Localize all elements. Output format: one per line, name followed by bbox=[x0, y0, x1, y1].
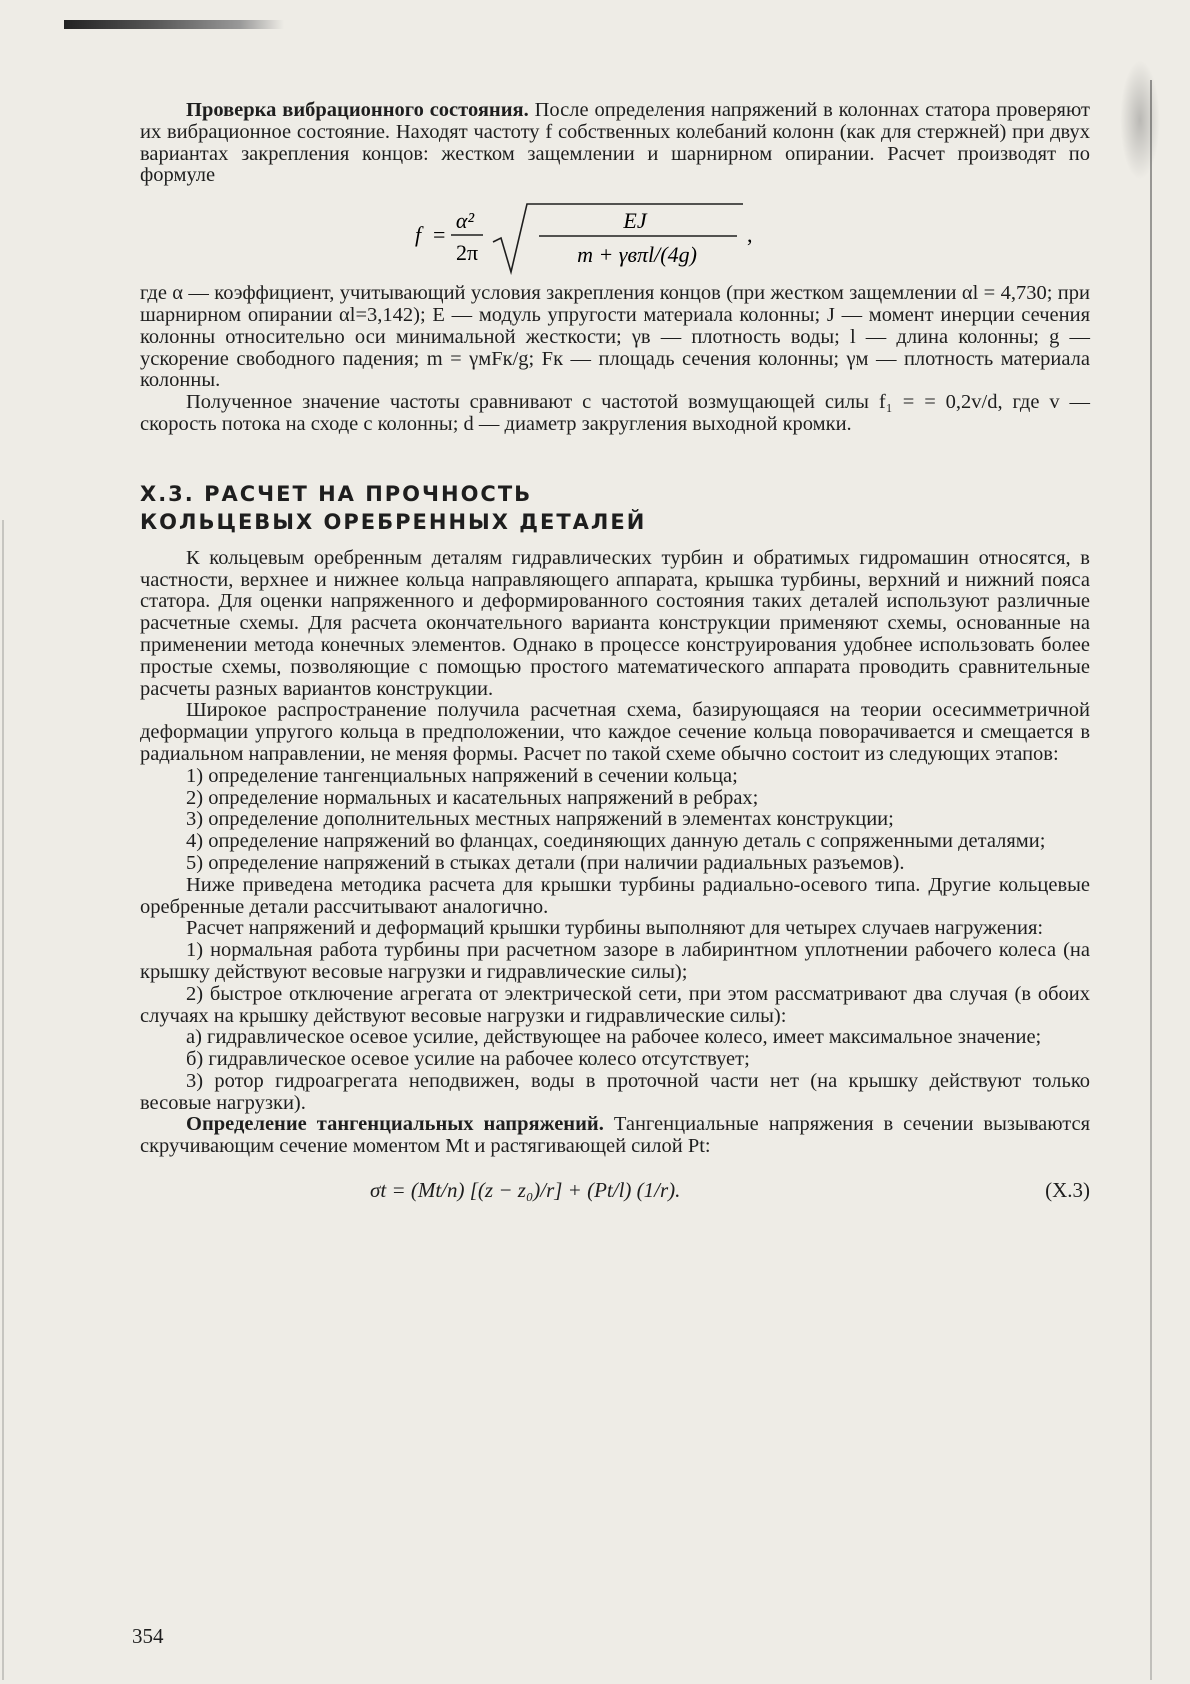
paragraph-text: После определения напряжений в колоннах статора проверяют их вибрационное состояние. Находят частоту f собственных колебаний колонн (как для стержней) при двух вариантах закрепления концов: жестком защемлении и шарнирном опирании. Расчет производят по формуле bbox=[140, 99, 1090, 187]
list-item-step: 1) определение тангенциальных напряжений в сечении кольца; bbox=[186, 764, 738, 787]
page-edge bbox=[1150, 80, 1152, 1680]
equation-number: (X.3) bbox=[1045, 1178, 1090, 1203]
radical-denominator: m + γвπl/(4g) bbox=[577, 242, 697, 268]
list-item-step: 5) определение напряжений в стыках детали (при наличии радиальных разъемов). bbox=[186, 851, 905, 874]
list-item-case: 1) нормальная работа турбины при расчетном зазоре в лабиринтном уплотнении рабочего колеса (на крышку действуют весовые нагрузки и гидравлические силы); bbox=[140, 939, 1090, 983]
scan-artifact bbox=[64, 20, 284, 29]
paragraph-vibration-check bbox=[140, 100, 1090, 187]
paragraph-load-cases: Расчет напряжений и деформаций крышки турбины выполняют для четырех случаев нагружения: bbox=[186, 917, 1044, 940]
list-item-case: 2) быстрое отключение агрегата от электрической сети, при этом рассматривают два случая (в обоих случаях на крышку действуют весовые нагрузки и гидравлические силы): bbox=[140, 982, 1090, 1027]
paragraph-frequency-comparison: Полученное значение частоты сравнивают с частотой возмущающей силы f₁ = = 0,2v/d, где v — скорость потока на сходе с колонны; d — диаметр закругления выходной кромки. bbox=[140, 391, 1090, 435]
section-heading bbox=[140, 480, 1090, 536]
page-number: 354 bbox=[132, 1624, 164, 1648]
run-in-heading: Проверка вибрационного состояния. bbox=[186, 99, 529, 121]
paragraph-methodology: Ниже приведена методика расчета для крышки турбины радиально-осевого типа. Другие кольцевые оребренные детали рассчитывают аналогично. bbox=[140, 873, 1090, 918]
paragraph-calculation-scheme: Широкое распространение получила расчетная схема, базирующаяся на теории осесимметричной деформации упругого кольца в предположении, что каждое сечение кольца поворачивается и смещается в радиальном направлении, не меняя формы. Расчет по такой схеме обычно состоит из следующих этапов: bbox=[140, 699, 1090, 765]
radical-numerator: EJ bbox=[623, 208, 647, 234]
paragraph-tangential-stress bbox=[140, 1114, 1090, 1158]
list-item-step: 2) определение нормальных и касательных напряжений в ребрах; bbox=[186, 786, 759, 809]
stress-formula bbox=[140, 1166, 1090, 1212]
list-item-case: а) гидравлическое осевое усилие, действующее на рабочее колесо, имеет максимальное значение; bbox=[186, 1026, 1042, 1049]
paragraph-ring-parts: К кольцевым оребренным деталям гидравлических турбин и обратимых гидромашин относятся, в частности, верхнее и нижнее кольца направляющего аппарата, крышка турбины, верхний и нижний пояса статора. Для оценки напряженного и деформированного состояния таких деталей используют различные расчетные схемы. Для расчета окончательного варианта конструкции применяют схемы, основанные на применении метода конечных элементов. Однако в процессе конструирования удобнее использовать более простые схемы, позволяющие с помощью простого математического аппарата проводить сравнительные расчеты разных вариантов конструкции. bbox=[140, 546, 1090, 700]
section-heading-line: КОЛЬЦЕВЫХ ОРЕБРЕННЫХ ДЕТАЛЕЙ bbox=[140, 509, 647, 534]
formula-graphic bbox=[405, 190, 825, 280]
run-in-heading: Определение тангенциальных напряжений. bbox=[186, 1113, 604, 1136]
scan-artifact bbox=[1120, 60, 1160, 180]
page-edge bbox=[2, 520, 4, 1680]
list-item-case: 3) ротор гидроагрегата неподвижен, воды в проточной части нет (на крышку действуют только весовые нагрузки). bbox=[140, 1069, 1090, 1114]
formula-denominator: 2π bbox=[455, 240, 479, 266]
text-column bbox=[140, 100, 1090, 1212]
list-item-step: 4) определение напряжений во фланцах, соединяющих данную деталь с сопряженными деталями; bbox=[186, 830, 1046, 853]
formula-comma: , bbox=[747, 222, 753, 248]
list-item-case: б) гидравлическое осевое усилие на рабочее колесо отсутствует; bbox=[186, 1048, 750, 1071]
paragraph-definitions: где α — коэффициент, учитывающий условия закрепления концов (при жестком защемлении αl = 4,730; при шарнирном опирании αl=3,142); E — модуль упругости материала колонны; J — момент инерции сечения колонны относительно оси минимальной жесткости; γв — плотность воды; l — длина колонны; g — ускорение свободного падения; m = γмFк/g; Fк — площадь сечения колонны; γм — плотность материала колонны. bbox=[140, 282, 1090, 392]
section-heading-line: X.3. РАСЧЕТ НА ПРОЧНОСТЬ bbox=[140, 481, 533, 506]
formula-expression: σt = (Mt/n) [(z − z₀)/r] + (Pt/l) (1/r). bbox=[370, 1178, 681, 1203]
frequency-formula bbox=[140, 187, 1090, 283]
formula-f: f bbox=[415, 222, 422, 248]
list-item-step: 3) определение дополнительных местных напряжений в элементах конструкции; bbox=[186, 808, 894, 831]
formula-equals: = bbox=[433, 222, 446, 248]
paragraph-text: Тангенциальные напряжения в сечении вызываются скручивающим сечение моментом Mt и растягивающей силой Pt: bbox=[140, 1113, 1090, 1158]
formula-numerator: α² bbox=[455, 208, 475, 234]
